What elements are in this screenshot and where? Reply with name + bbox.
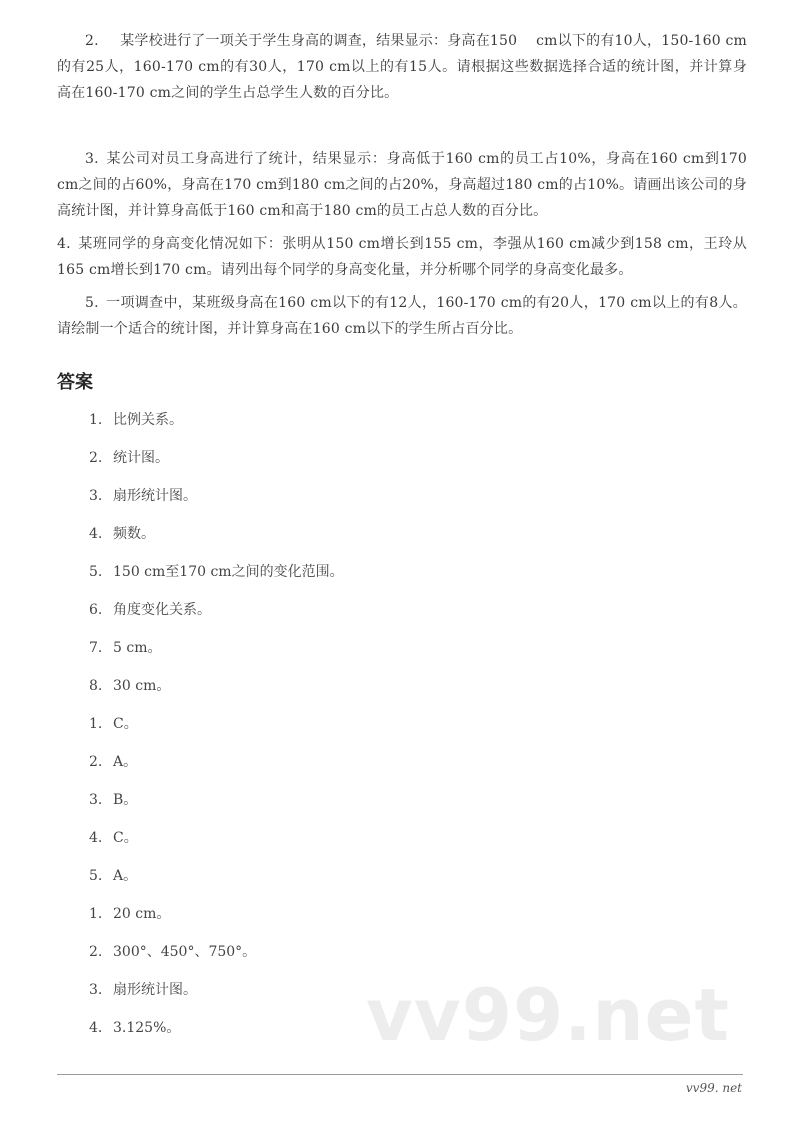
answer-item (89, 1017, 344, 1055)
answer-item (89, 447, 344, 485)
answer-item (89, 903, 344, 941)
answer-item (89, 713, 344, 751)
question-text: 某学校进行了一项关于学生身高的调查，结果显示：身高在150 cm以下的有10人，150-160 cm的有25人，160-170 cm的有30人，170 cm以上的有15人。请根据这些数据选择合适的统计图，并计算身高在160-170 cm之间的学生占总学生人数的百分比。 (57, 33, 747, 101)
answer-number: 5. (89, 868, 103, 884)
question-number: 3. (85, 151, 99, 167)
answer-number: 1. (89, 906, 103, 922)
answer-number: 2. (89, 450, 103, 466)
answer-text: 角度变化关系。 (113, 602, 211, 618)
answer-number: 3. (89, 792, 103, 808)
answer-text: A。 (113, 868, 138, 884)
question-number: 5. (85, 295, 99, 311)
question-text: 某班同学的身高变化情况如下：张明从150 cm增长到155 cm，李强从160 cm减少到158 cm，王玲从165 cm增长到170 cm。请列出每个同学的身高变化量，并分析哪个同学的身高变化最多。 (57, 236, 747, 278)
answer-item (89, 827, 344, 865)
answer-number: 7. (89, 640, 103, 656)
answer-text: C。 (113, 830, 138, 846)
footer-divider (57, 1074, 743, 1075)
question-text: 某公司对员工身高进行了统计，结果显示：身高低于160 cm的员工占10%，身高在160 cm到170 cm之间的占60%，身高在170 cm到180 cm之间的占20%，身高超过180 cm的占10%。请画出该公司的身高统计图，并计算身高低于160 cm和高于180 cm的员工占总人数的百分比。 (57, 151, 747, 219)
answer-number: 2. (89, 944, 103, 960)
answer-text: 扇形统计图。 (113, 982, 197, 998)
watermark-text: vv99.net (366, 973, 730, 1057)
answer-number: 1. (89, 412, 103, 428)
question-text: 一项调查中，某班级身高在160 cm以下的有12人，160-170 cm的有20人，170 cm以上的有8人。请绘制一个适合的统计图，并计算身高在160 cm以下的学生所占百分比。 (57, 295, 747, 337)
answers-heading: 答案 (57, 372, 93, 393)
answer-text: 统计图。 (113, 450, 169, 466)
answer-text: 150 cm至170 cm之间的变化范围。 (113, 564, 344, 580)
answer-number: 1. (89, 716, 103, 732)
answer-text: A。 (113, 754, 138, 770)
answer-number: 6. (89, 602, 103, 618)
answer-item (89, 789, 344, 827)
answer-text: B。 (113, 792, 138, 808)
footer-site-label: vv99. net (685, 1081, 742, 1095)
answer-item (89, 979, 344, 1017)
answer-item (89, 523, 344, 561)
answer-number: 3. (89, 488, 103, 504)
answer-text: 扇形统计图。 (113, 488, 197, 504)
answer-list (89, 409, 344, 1055)
answer-item (89, 561, 344, 599)
answer-text: 300°、450°、750°。 (113, 944, 257, 960)
question-5 (57, 290, 747, 342)
question-4 (57, 231, 747, 283)
answer-number: 4. (89, 830, 103, 846)
answer-text: C。 (113, 716, 138, 732)
answer-number: 3. (89, 982, 103, 998)
answer-item (89, 751, 344, 789)
answer-text: 30 cm。 (113, 678, 171, 694)
answer-number: 8. (89, 678, 103, 694)
answer-item (89, 599, 344, 637)
answer-item (89, 941, 344, 979)
answer-text: 5 cm。 (113, 640, 162, 656)
answer-number: 4. (89, 1020, 103, 1036)
question-3 (57, 146, 747, 224)
answer-text: 频数。 (113, 526, 155, 542)
answer-item (89, 637, 344, 675)
answer-text: 20 cm。 (113, 906, 171, 922)
question-number: 4. (57, 236, 71, 252)
answer-text: 比例关系。 (113, 412, 183, 428)
answer-item (89, 409, 344, 447)
answer-number: 4. (89, 526, 103, 542)
answer-item (89, 865, 344, 903)
answer-number: 2. (89, 754, 103, 770)
answer-item (89, 675, 344, 713)
answer-text: 3.125%。 (113, 1020, 181, 1036)
answer-item (89, 485, 344, 523)
question-number: 2. (85, 33, 99, 49)
question-2 (57, 28, 747, 106)
answer-number: 5. (89, 564, 103, 580)
